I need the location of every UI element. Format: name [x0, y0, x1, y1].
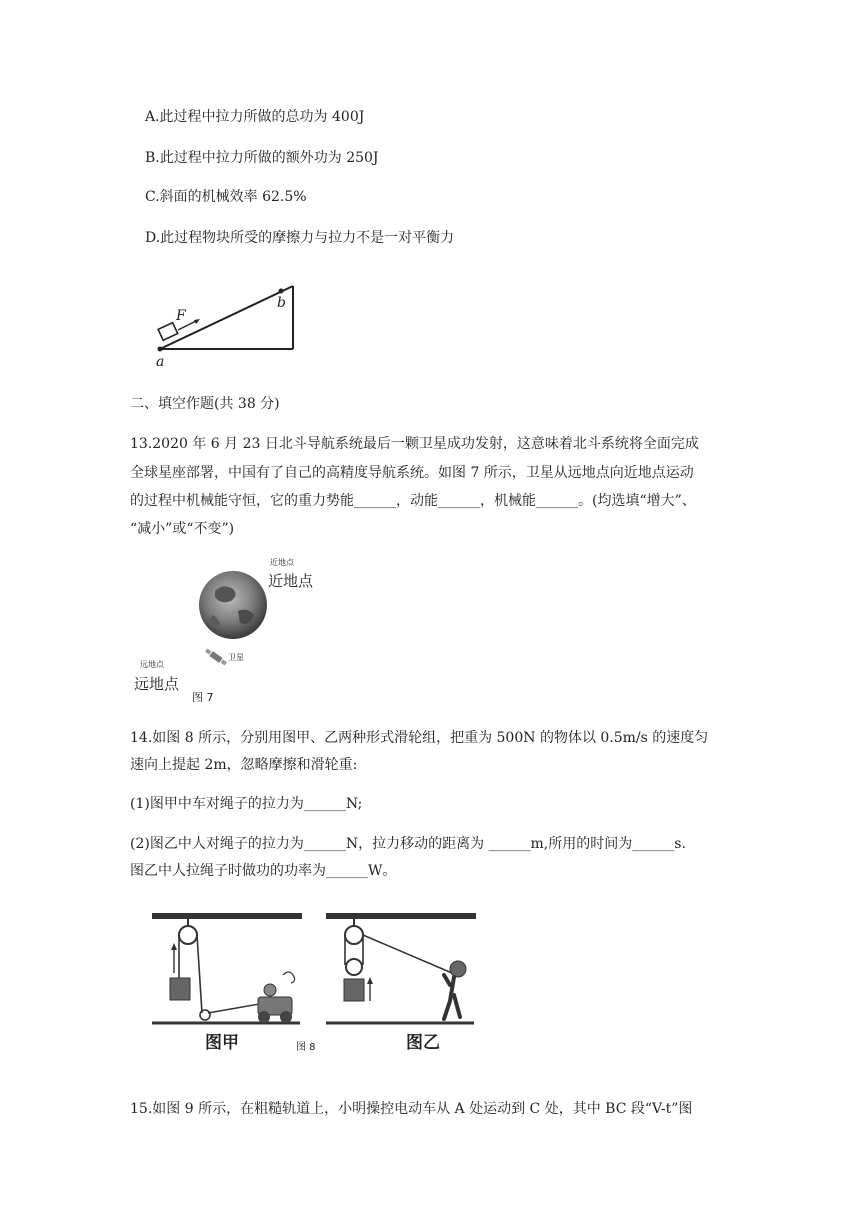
- person-icon: [444, 961, 466, 1019]
- q14-part-2-line-2: 图乙中人拉绳子时做功的功率为______W。: [130, 863, 397, 879]
- figure-8: [150, 905, 490, 1055]
- q14-part-1: (1)图甲中车对绳子的拉力为______N;: [130, 796, 363, 812]
- earth-icon: [199, 571, 267, 639]
- fixed-pulley-right: [345, 926, 363, 944]
- satellite-label: 卫星: [228, 653, 244, 662]
- q15-line-1: 15.如图 9 所示，在粗糙轨道上，小明操控电动车从 A 处运动到 C 处，其中 BC 段“V-t”图: [130, 1101, 693, 1117]
- near-point-hand-label: 近地点: [268, 572, 314, 590]
- option-a: A.此过程中拉力所做的总功为 400J: [145, 109, 365, 125]
- label-yi: 图乙: [406, 1033, 440, 1053]
- load-block-left: [170, 978, 190, 1000]
- q13-line-4: “减小”或“不变”): [130, 521, 235, 537]
- figure-8-caption: 图 8: [296, 1042, 316, 1053]
- fixed-pulley-left: [179, 926, 197, 944]
- q13-line-2: 全球星座部署，中国有了自己的高精度导航系统。如图 7 所示，卫星从远地点向近地点运动: [130, 465, 694, 481]
- force-label-f: F: [176, 308, 186, 324]
- q13-line-1: 13.2020 年 6 月 23 日北斗导航系统最后一颗卫星成功发射，这意味着北斗系统将全面完成: [130, 436, 699, 452]
- label-jia: 图甲: [205, 1033, 239, 1053]
- figure-7: [120, 553, 320, 705]
- far-point-hand-label: 远地点: [134, 675, 180, 693]
- q14-part-2-line-1: (2)图乙中人对绳子的拉力为______N，拉力移动的距离为 ______m,所用的时间为______s.: [130, 836, 686, 852]
- option-d: D.此过程物块所受的摩擦力与拉力不是一对平衡力: [145, 230, 455, 246]
- option-c: C.斜面的机械效率 62.5%: [145, 189, 307, 205]
- satellite-icon: [204, 648, 227, 667]
- point-label-b: b: [277, 295, 286, 311]
- q13-line-3: 的过程中机械能守恒，它的重力势能______，动能______，机械能______。(均选填“增大”、: [130, 493, 696, 509]
- near-point-small-label: 近地点: [270, 558, 294, 567]
- movable-pulley-right: [346, 959, 362, 975]
- figure-7-caption: 图 7: [192, 691, 214, 704]
- option-b: B.此过程中拉力所做的额外功为 250J: [145, 150, 379, 166]
- incline-figure: [150, 278, 310, 370]
- section-heading: 二、填空作题(共 38 分): [130, 396, 280, 412]
- q14-line-1: 14.如图 8 所示，分别用图甲、乙两种形式滑轮组，把重为 500N 的物体以 0.5m/s 的速度匀: [130, 730, 709, 746]
- ceiling-right: [326, 913, 476, 919]
- ceiling-left: [152, 913, 302, 919]
- q14-line-2: 速向上提起 2m，忽略摩擦和滑轮重:: [130, 757, 358, 773]
- load-block-right: [344, 979, 364, 1001]
- point-label-a: a: [156, 354, 165, 370]
- far-point-small-label: 远地点: [140, 660, 164, 669]
- car-icon: [258, 972, 295, 1023]
